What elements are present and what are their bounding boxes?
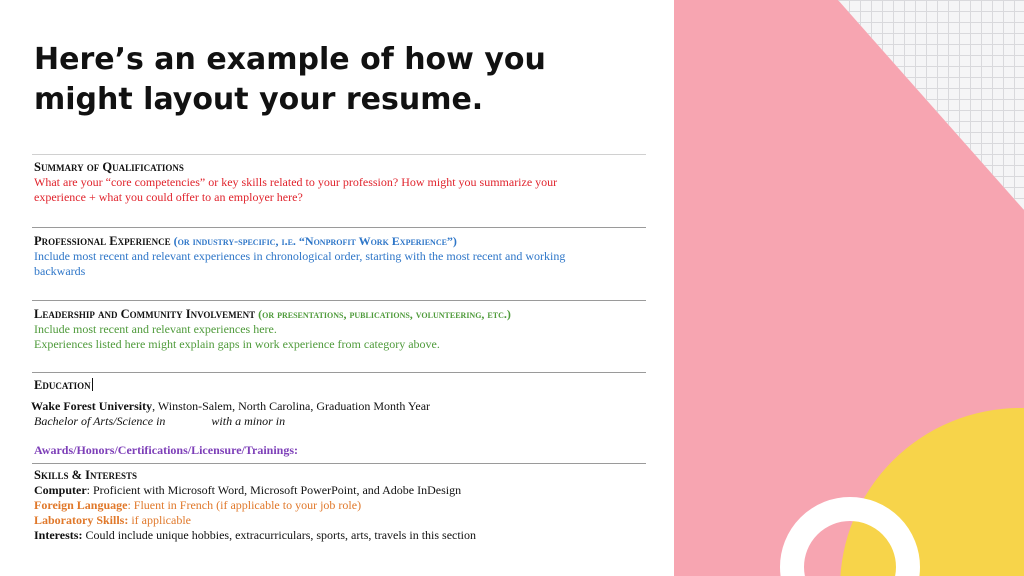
interests-label: Interests: bbox=[34, 528, 83, 542]
summary-heading: Summary of Qualifications bbox=[34, 160, 184, 174]
education-section bbox=[32, 373, 646, 458]
degree-text: Bachelor of Arts/Science in bbox=[34, 414, 166, 428]
experience-note: (or industry-specific, i.e. “Nonprofit Work Experience”) bbox=[173, 234, 457, 248]
awards-line: Awards/Honors/Certifications/Licensure/Trainings: bbox=[34, 443, 298, 457]
leadership-heading: Leadership and Community Involvement bbox=[34, 307, 256, 321]
interests-line bbox=[34, 528, 646, 543]
leadership-line-1: Include most recent and relevant experiences here. bbox=[34, 322, 277, 336]
computer-skills-line bbox=[34, 483, 646, 498]
interests-text: Could include unique hobbies, extracurriculars, sports, arts, travels in this section bbox=[82, 528, 477, 542]
leadership-note: (or presentations, publications, volunteering, etc.) bbox=[258, 307, 511, 321]
education-school-line bbox=[31, 399, 646, 414]
language-text: : Fluent in French (if applicable to your job role) bbox=[127, 498, 362, 512]
language-line bbox=[34, 498, 646, 513]
leadership-line-2: Experiences listed here might explain gaps in work experience from category above. bbox=[34, 337, 440, 351]
experience-heading: Professional Experience bbox=[34, 234, 171, 248]
experience-section bbox=[32, 228, 646, 279]
experience-heading-row bbox=[34, 234, 646, 249]
school-name: Wake Forest University bbox=[31, 399, 153, 413]
minor-text: with a minor in bbox=[211, 414, 286, 428]
text-cursor bbox=[92, 378, 93, 391]
experience-line-1: Include most recent and relevant experiences in chronological order, starting with the most recent and working bbox=[34, 249, 566, 263]
summary-line-1: What are your “core competencies” or key skills related to your profession? How might you summarize your bbox=[34, 175, 558, 189]
skills-section bbox=[32, 464, 646, 543]
resume-example bbox=[32, 154, 646, 543]
education-degree-line bbox=[34, 414, 646, 429]
education-heading-row bbox=[34, 378, 646, 393]
summary-section bbox=[32, 155, 646, 205]
lab-skills-line bbox=[34, 513, 646, 528]
skills-heading: Skills & Interests bbox=[34, 468, 138, 482]
summary-line-2: experience + what you could offer to an employer here? bbox=[34, 190, 303, 204]
language-label: Foreign Language bbox=[34, 498, 128, 512]
lab-text: if applicable bbox=[128, 513, 191, 527]
leadership-heading-row bbox=[34, 307, 646, 322]
experience-line-2: backwards bbox=[34, 264, 86, 278]
computer-text: : Proficient with Microsoft Word, Microsoft PowerPoint, and Adobe InDesign bbox=[86, 483, 462, 497]
education-heading: Education bbox=[34, 378, 91, 392]
slide-title: Here’s an example of how you might layout your resume. bbox=[34, 42, 546, 117]
computer-label: Computer bbox=[34, 483, 87, 497]
lab-label: Laboratory Skills: bbox=[34, 513, 129, 527]
school-details: , Winston-Salem, North Carolina, Graduation Month Year bbox=[152, 399, 431, 413]
leadership-section bbox=[32, 301, 646, 352]
